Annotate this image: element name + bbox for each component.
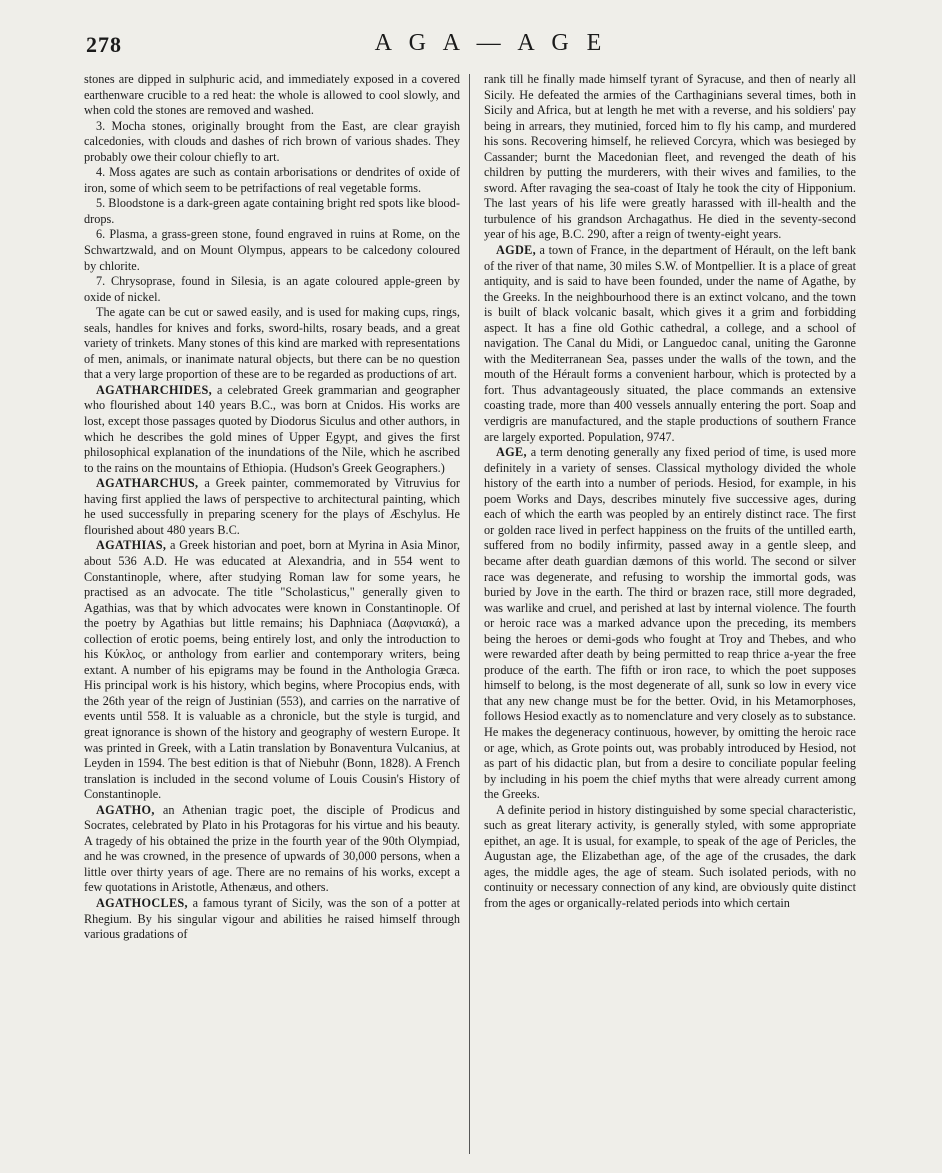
paragraph: 6. Plasma, a grass-green stone, found engraved in ruins at Rome, on the Schwartzwald, and on Mount Olympus, appears to be calcedony coloured by chlorite.	[84, 227, 460, 273]
headword: AGATHARCHIDES,	[96, 382, 212, 397]
page-number: 278	[86, 32, 122, 57]
paragraph: stones are dipped in sulphuric acid, and immediately exposed in a covered earthenware crucible to a red heat: the whole is allowed to cool slowly, and when cold the stones are removed and washed.	[84, 72, 460, 118]
headword: AGE,	[496, 445, 527, 460]
headword: AGDE,	[496, 243, 536, 258]
entry-age: AGE, a term denoting generally any fixed period of time, is used more definitely in a variety of senses. Classical mythology divided the whole history of the earth into a number of periods. Hesiod, for example, in his poem Works and Days, describes minutely five successive ages, during each of which the earth was peopled by an entirely distinct race. The first or golden race lived in perfect happiness on the fruits of the untilled earth, suffered from no bodily infirmity, passed away in a gentle sleep, and became after death guardian dæmons of this world. The second or silver race was degenerate, and refusing to worship the immortal gods, was buried by Jove in the earth. The third or brazen race, still more degraded, was warlike and cruel, and perished at last by internal violence. The fourth or heroic race was a marked advance upon the preceding, its members being the heroes or demi-gods who fought at Troy and Thebes, and who were rewarded after death by being permitted to reap thrice a-year the free produce of the earth. The fifth or iron race, to which the poet supposes himself to belong, is the most degenerate of all, sunk so low in every vice that any new change must be for the better. Ovid, in his Metamorphoses, follows Hesiod exactly as to nomenclature and very closely as to substance. He makes the degeneracy continuous, however, by omitting the heroic race or age, which, as Grote points out, was probably introduced by Hesiod, not as part of his didactic plan, but from a desire to conciliate popular feeling by including in his poem the chief myths that were already current among the Greeks.	[484, 445, 856, 802]
paragraph: The agate can be cut or sawed easily, and is used for making cups, rings, seals, handles for knives and forks, sword-hilts, rosary beads, and a great variety of trinkets. Many stones of this kind are marked with representations of men, animals, or inanimate natural objects, but there can be no question that a very large proportion of these are to be regarded as productions of art.	[84, 305, 460, 382]
paragraph: 7. Chrysoprase, found in Silesia, is an agate coloured apple-green by oxide of nickel.	[84, 274, 460, 304]
right-column	[484, 72, 856, 1157]
entry-agatho: AGATHO, an Athenian tragic poet, the disciple of Prodicus and Socrates, celebrated by Plato in his Protagoras for his virtue and his beauty. A tragedy of his obtained the prize in the fourth year of the 90th Olympiad, and he was crowned, in the presence of upwards of 30,000 persons, when a little over thirty years of age. There are no remains of his works, except a few quotations in Aristotle, Athenæus, and others.	[84, 802, 460, 895]
paragraph: 4. Moss agates are such as contain arborisations or dendrites of oxide of iron, some of which seem to be petrifactions of real vegetable forms.	[84, 165, 460, 195]
headword: AGATHO,	[96, 802, 155, 817]
paragraph: rank till he finally made himself tyrant of Syracuse, and then of nearly all Sicily. He defeated the armies of the Carthaginians several times, both in Sicily and Africa, but at length he met with a reverse, and his soldiers' pay being in arrears, they mutinied, forced him to fly his camp, and murdered his sons. Recovering himself, he relieved Corcyra, which was besieged by Cassander; burnt the Macedonian fleet, and revenged the death of his children by putting the murderers, with their wives and families, to the sword. After ravaging the sea-coast of Italy he took the city of Hipponium. The last years of his life were greatly harassed with ill-health and the turbulence of his grandson Archagathus. He died in the seventy-second year of his age, B.C. 290, after a reign of twenty-eight years.	[484, 72, 856, 242]
paragraph: 5. Bloodstone is a dark-green agate containing bright red spots like blood-drops.	[84, 196, 460, 226]
headword: AGATHIAS,	[96, 538, 167, 553]
running-head: A G A — A G E	[374, 30, 608, 56]
entry-agde: AGDE, a town of France, in the department of Hérault, on the left bank of the river of that name, 30 miles S.W. of Montpellier. It is a place of great antiquity, and is said to have been founded, under the name of Agathe, by the Greeks. In the neighbourhood there is an extinct volcano, and the town is built of black volcanic basalt, which gives it a grim and forbidding aspect. It has a fine old Gothic cathedral, a college, and a school of navigation. The Canal du Midi, or Languedoc canal, uniting the Garonne with the Mediterranean Sea, passes under the walls of the town, and the mouth of the Hérault forms a convenient harbour, which is protected by a fort. Thus advantageously situated, the place commands an extensive coasting trade, more than 400 vessels annually entering the port. Soap and verdigris are manufactured, and the staple productions of southern France are largely exported. Population, 9747.	[484, 243, 856, 444]
paragraph: A definite period in history distinguished by some special characteristic, such as great literary activity, is generally styled, with some appropriate epithet, an age. It is usual, for example, to speak of the age of Pericles, the Augustan age, the Elizabethan age, of the age of the crusades, the dark ages, the middle ages, the age of steam. Such isolated periods, with no continuity or necessary connection of any kind, are obviously quite distinct from the ages or organically-related periods into which certain	[484, 802, 856, 910]
entry-agatharchides: AGATHARCHIDES, a celebrated Greek grammarian and geographer who flourished about 140 years B.C., was born at Cnidos. His works are lost, except those passages quoted by Diodorus Siculus and other authors, in which he describes the gold mines of Upper Egypt, and gives the first philosophical explanation of the inundations of the Nile, which he ascribed to the rains on the mountains of Ethiopia. (Hudson's Greek Geographers.)	[84, 382, 460, 475]
paragraph: 3. Mocha stones, originally brought from the East, are clear grayish calcedonies, with clouds and dashes of rich brown of various shades. They probably owe their colour chiefly to art.	[84, 118, 460, 164]
headword: AGATHOCLES,	[96, 895, 188, 910]
left-column	[84, 72, 460, 1157]
entry-agathocles: AGATHOCLES, a famous tyrant of Sicily, was the son of a potter at Rhegium. By his singular vigour and abilities he raised himself through various gradations of	[84, 895, 460, 942]
entry-agathias: AGATHIAS, a Greek historian and poet, born at Myrina in Asia Minor, about 536 A.D. He was educated at Alexandria, and in 554 went to Constantinople, where, after studying Roman law for some years, he practised as an advocate. The title "Scholasticus," generally given to Agathias, was that by which advocates were known in Constantinople. Of the poetry by Agathias but little remains; his Daphniaca (Δαφνιακά), a collection of erotic poems, being entirely lost, and only the introduction to his Κύκλος, or anthology from earlier and contemporary writers, being extant. A number of his epigrams may be found in the Anthologia Græca. His principal work is his history, which begins, where Procopius ends, with the 26th year of the reign of Justinian (553), and carries on the narrative of events until 558. It is valuable as a chronicle, but the style is turgid, and great ignorance is shown of the history and geography of western Europe. It was printed in Greek, with a Latin translation by Bonaventura Vulcanius, at Leyden in 1594. The best edition is that of Niebuhr (Bonn, 1828). A French translation is included in the second volume of Louis Cousin's History of Constantinople.	[84, 538, 460, 802]
column-rule	[469, 74, 470, 1154]
entry-agatharchus: AGATHARCHUS, a Greek painter, commemorated by Vitruvius for having first applied the laws of perspective to architectural painting, which he used successfully in preparing scenery for the plays of Æschylus. He flourished about 480 years B.C.	[84, 476, 460, 537]
headword: AGATHARCHUS,	[96, 476, 199, 491]
